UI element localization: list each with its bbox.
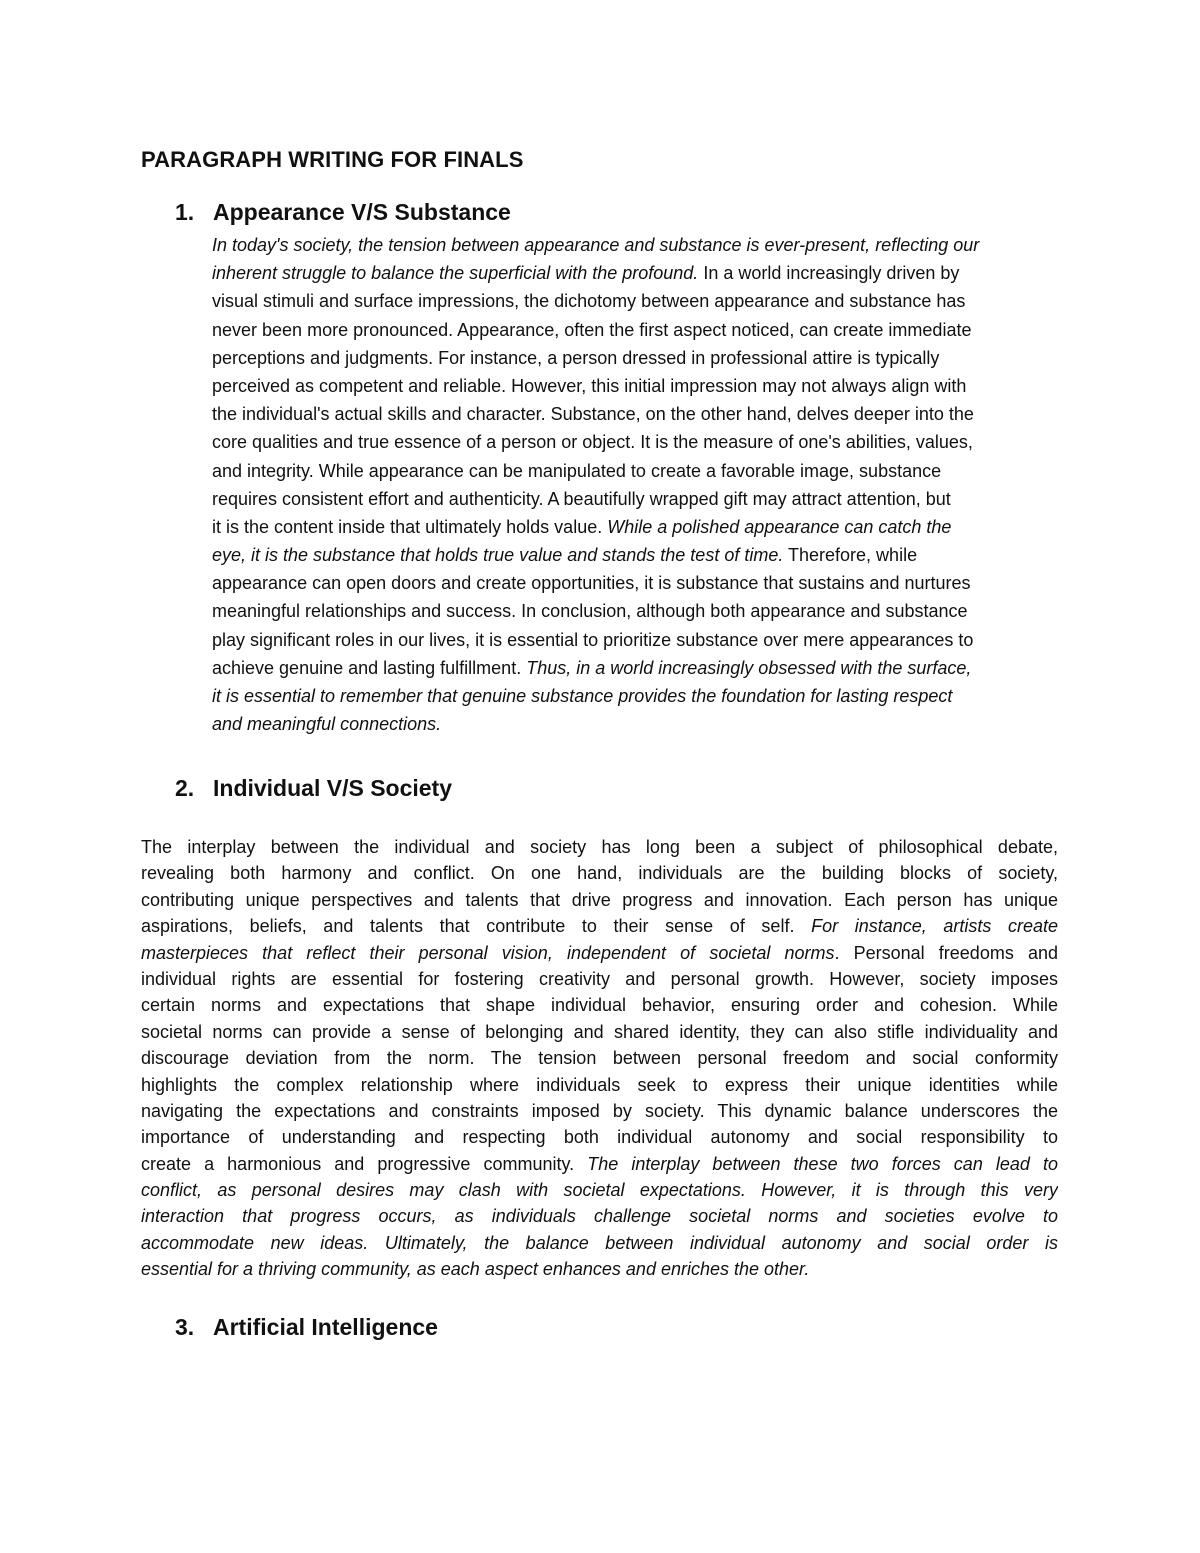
italic-text-run: For instance, artists create [811,916,1058,937]
paragraph-line [212,428,1072,456]
paragraph-line [212,654,1072,682]
paragraph-line [212,626,1072,654]
text-run: discourage deviation from the norm. The tension between personal freedom and social conformity [141,1048,1058,1069]
paragraph-line [212,372,1072,400]
text-run: it is the content inside that ultimately holds value. [212,516,608,537]
paragraph-line [212,344,1072,372]
italic-text-run: In today's society, the tension between appearance and substance is ever-present, reflecting our [212,235,980,255]
text-run: the individual's actual skills and character. Substance, on the other hand, delves deeper into the [212,404,974,425]
text-run: appearance can open doors and create opportunities, it is substance that sustains and nurtures [212,573,971,594]
paragraph-line [141,992,1058,1018]
paragraph-line [212,597,1072,625]
paragraph-line [141,860,1058,886]
paragraph-line [212,316,1072,344]
paragraph-line [141,887,1058,913]
text-run: requires consistent effort and authenticity. A beautifully wrapped gift may attract attention, but [212,488,951,509]
paragraph-line [212,231,1072,259]
paragraph-line [141,913,1058,939]
section-number: 1. [175,199,195,225]
italic-text-run: masterpieces that reflect their personal vision, independent of societal norms [141,942,835,963]
text-run: individual rights are essential for fostering creativity and personal growth. However, society imposes [141,968,1058,989]
text-run: perceptions and judgments. For instance, a person dressed in professional attire is typically [212,347,940,368]
document-title: PARAGRAPH WRITING FOR FINALS [141,147,524,172]
text-run: aspirations, beliefs, and talents that contribute to their sense of self. [141,916,812,937]
text-run: highlights the complex relationship where individuals seek to express their unique identities while [141,1074,1058,1095]
italic-text-run: While a polished appearance can catch the [607,516,952,537]
italic-text-run: inherent struggle to balance the superficial with the profound. [212,263,699,284]
text-run: Therefore, while [783,545,918,566]
text-run: In a world increasingly driven by [698,263,960,284]
paragraph-line [212,710,1072,738]
italic-text-run: interaction that progress occurs, as individuals challenge societal norms and societies evolve to [141,1206,1058,1227]
section-title: Appearance V/S Substance [213,199,511,225]
text-run: societal norms can provide a sense of belonging and shared identity, they can also stifle individuality and [141,1021,1058,1042]
paragraph-appearance-vs-substance [212,231,1072,738]
section-title: Artificial Intelligence [213,1314,438,1340]
text-run: create a harmonious and progressive community. [141,1153,588,1174]
paragraph-line [141,1124,1058,1150]
section-number: 3. [175,1314,195,1340]
section-number: 2. [175,775,195,801]
paragraph-line [141,1045,1058,1071]
paragraph-line [212,400,1072,428]
text-run: certain norms and expectations that shape individual behavior, ensuring order and cohesion. While [141,995,1058,1016]
italic-text-run: conflict, as personal desires may clash with societal expectations. However, it is through this very [141,1180,1058,1201]
italic-text-run: eye, it is the substance that holds true value and stands the test of time. [212,545,784,566]
paragraph-line [141,1177,1058,1203]
paragraph-line [141,1072,1058,1098]
paragraph-line [212,541,1072,569]
paragraph-line [141,1098,1058,1124]
text-run: never been more pronounced. Appearance, often the first aspect noticed, can create immediate [212,319,972,340]
paragraph-line [212,287,1072,315]
text-run: navigating the expectations and constraints imposed by society. This dynamic balance underscores the [141,1100,1058,1121]
paragraph-individual-vs-society [141,834,1058,1283]
text-run: achieve genuine and lasting fulfillment. [212,657,527,678]
paragraph-line [212,259,1072,287]
text-run: core qualities and true essence of a person or object. It is the measure of one's abilities, values, [212,432,973,453]
section-heading-individual-vs-society [175,775,452,802]
paragraph-line [212,682,1072,710]
text-run: perceived as competent and reliable. However, this initial impression may not always align with [212,375,967,396]
text-run: contributing unique perspectives and talents that drive progress and innovation. Each person has unique [141,889,1058,910]
section-title: Individual V/S Society [213,775,453,801]
paragraph-line [141,966,1058,992]
italic-text-run: it is essential to remember that genuine substance provides the foundation for lasting respect [212,686,953,706]
section-heading-appearance-vs-substance [175,199,511,226]
paragraph-line [212,485,1072,513]
paragraph-line [141,1203,1058,1229]
text-run: and integrity. While appearance can be manipulated to create a favorable image, substance [212,460,942,481]
italic-text-run: accommodate new ideas. Ultimately, the balance between individual autonomy and social order is [141,1232,1058,1253]
text-run: play significant roles in our lives, it is essential to prioritize substance over mere appearances to [212,629,974,650]
text-run: meaningful relationships and success. In conclusion, although both appearance and substance [212,601,968,622]
italic-text-run: essential for a thriving community, as each aspect enhances and enriches the other. [141,1259,810,1280]
text-run: . Personal freedoms and [834,942,1058,963]
italic-text-run: The interplay between these two forces can lead to [587,1153,1058,1174]
italic-text-run: and meaningful connections. [212,714,442,735]
paragraph-line [141,1019,1058,1045]
section-heading-artificial-intelligence [175,1314,438,1341]
text-run: visual stimuli and surface impressions, the dichotomy between appearance and substance has [212,291,966,312]
paragraph-line [212,457,1072,485]
paragraph-line [141,1230,1058,1256]
text-run: The interplay between the individual and society has long been a subject of philosophical debate, [141,837,1058,857]
paragraph-line [141,834,1058,860]
paragraph-line [212,569,1072,597]
text-run: importance of understanding and respecting both individual autonomy and social responsibility to [141,1127,1058,1148]
italic-text-run: Thus, in a world increasingly obsessed with the surface, [526,657,972,678]
text-run: revealing both harmony and conflict. On one hand, individuals are the building blocks of society, [141,863,1058,884]
paragraph-line [212,513,1072,541]
paragraph-line [141,1256,1058,1282]
paragraph-line [141,1151,1058,1177]
paragraph-line [141,940,1058,966]
